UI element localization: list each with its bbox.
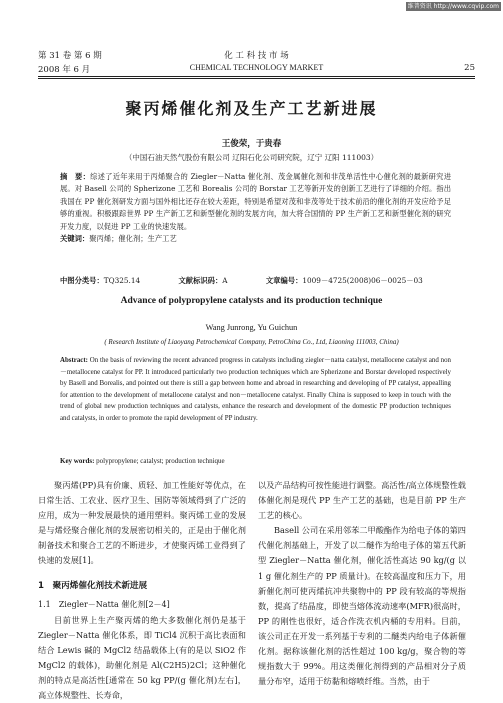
paragraph-continued: 以及产品结构可按性能进行调整。高活性/高立体规整性载体催化剂是现代 PP 生产工艺的基础，也是目前 PP 生产工艺的核心。 <box>258 480 466 521</box>
affiliation-en: ( Research Institute of Liaoyang Petrochemical Company, PetroChina Co., Ltd, Liaoning 111003, China) <box>104 338 399 346</box>
keywords-cn-text: 聚丙烯；催化剂；生产工艺 <box>89 234 177 244</box>
journal-name-cn: 化 工 科 技 市 场 <box>224 51 289 61</box>
intro-paragraph: 聚丙烯(PP)具有价廉、质轻、加工性能好等优点，在日常生活、工农业、医疗卫生、国防等领域得到了广泛的应用，成为一种发展最快的通用塑料。聚丙烯工业的发展是与烯烃聚合催化剂的发展密切相关的，正是由于催化剂制备技术和聚合工艺的不断进步，才使聚丙烯工业得到了快速的发展[1]。 <box>38 480 246 566</box>
subsection-heading-1-1: 1.1 Ziegler－Natta 催化剂[2－4] <box>38 599 170 609</box>
abstract-en-text: On the basis of reviewing the recent advanced progress in catalysts including ziegler－natta catalyst, metallocene catalyst and non－metallocene catalyst for PP. It introduced particularly two production techniques which are Spherizone and Borstar developed respectively by Basell and Borealis, and pointed out there is still a gap between home and abroad in researching and developing of PP catalyst, appealling for attention to the development of metallocene catalyst and non－metallocene catalyst. Finally China is supposed to keep in touch with the trend of global new production techniques and catalysts, enhance the research and development of the domestic PP production techniques and catalysts, in order to promote the rapid development of PP industry. <box>60 357 451 422</box>
keywords-en <box>60 457 451 465</box>
journal-name-en: CHEMICAL TECHNOLOGY MARKET <box>189 63 324 72</box>
clc-value: TQ325.14 <box>103 276 141 285</box>
abstract-cn-label: 摘 要： <box>60 172 91 181</box>
keywords-cn-label: 关键词： <box>60 234 90 244</box>
article-title-cn: 聚丙烯催化剂及生产工艺新进展 <box>125 99 378 118</box>
abstract-en <box>60 355 451 425</box>
authors-en: Wang Junrong, Yu Guichun <box>205 323 298 332</box>
clc-label: 中图分类号： <box>60 276 104 285</box>
keywords-en-label: Key words: <box>60 457 95 465</box>
paragraph-basell: Basell 公司在采用邻苯二甲酸酯作为给电子体的第四代催化剂基础上，开发了以二醚作为给电子体的第五代新型 Ziegler－Natta 催化剂，催化活性高达 90 kg/(g 以 1 g 催化剂生产的 PP 质量计)。在较高温度和压力下，用新催化剂可使丙烯抗冲共聚物中的 PP 段有较高的等规指数，提高了结晶度，即使当熔体流动速率(MFR)很高时，PP 的刚性也很好，适合作洗衣机内桶的专用料。目前，该公司正在开发一系列基于专利的二醚类内给电子体新催化剂。据称该催化剂的活性超过 100 kg/g，聚合物的等规指数大于 99%。用这类催化剂得到的产品相对分子质量分布窄，适用于纺黏和熔喷纤维。当然，由于 <box>258 525 466 687</box>
paragraph-1-1: 目前世界上生产聚丙烯的绝大多数催化剂仍是基于 Ziegler－Natta 催化体系，即 TiCl4 沉积于高比表面和结合 Lewis 碱的 MgCl2 结晶载体上(有的是以 SiO2 作 MgCl2 的载体)，助催化剂是 Al(C2H5)2Cl；这种催化剂的特点是高活性[通常在 50 kg PP/(g 催化剂)左右]，高立体规整性、长寿命， <box>38 614 246 701</box>
article-title-en: Advance of polypropylene catalysts and its production technique <box>120 296 383 306</box>
article-number-label: 文章编号： <box>265 276 303 285</box>
section-heading-1: 1 聚丙烯催化剂技术新进展 <box>38 580 148 591</box>
watermark: 维普资讯 http://www.cqvip.com <box>407 3 499 10</box>
article-number-value: 1009－4725(2008)06－0025－03 <box>302 276 423 285</box>
authors-cn: 王俊荣，于贵春 <box>221 139 282 149</box>
issue-date: 2008 年 6 月 <box>38 65 91 75</box>
doc-code-value: A <box>222 276 228 285</box>
keywords-en-text: polypropylene; catalyst; production technique <box>96 457 225 465</box>
body-column-right <box>258 478 466 689</box>
header-rule <box>38 76 475 77</box>
doc-code-label: 文献标识码： <box>178 276 223 285</box>
page-number: 25 <box>464 63 475 73</box>
volume-issue: 第 31 卷 第 6 期 <box>38 51 102 61</box>
affiliation-cn: （中国石油天然气股份有限公司 辽阳石化公司研究院，辽宁 辽阳 111003） <box>124 153 379 162</box>
body-column-left <box>38 478 246 703</box>
classification-line <box>60 276 451 286</box>
abstract-en-label: Abstract: <box>60 357 88 364</box>
header-rule-thin <box>38 78 475 79</box>
abstract-cn <box>60 171 451 245</box>
abstract-cn-text: 综述了近年来用于丙烯聚合的 Ziegler－Natta 催化剂、茂金属催化剂和非茂单活性中心催化剂的最新研究进展。对 Basell 公司的 Spherizone 工艺和 Borealis 公司的 Borstar 工艺等新开发的创新工艺进行了详细的介绍。指出我国在 PP 催化剂研发方面与国外相比还存在较大差距，特别是希望对茂和非茂等处于技术前沿的催化剂的开发应给予足够的重视。积极跟踪世界 PP 生产新工艺和新型催化剂的发展方向，加大将合国情的 PP 生产新工艺和新型催化剂的研究开发力度，以促进 PP 工业的快速发展。 <box>60 172 451 231</box>
